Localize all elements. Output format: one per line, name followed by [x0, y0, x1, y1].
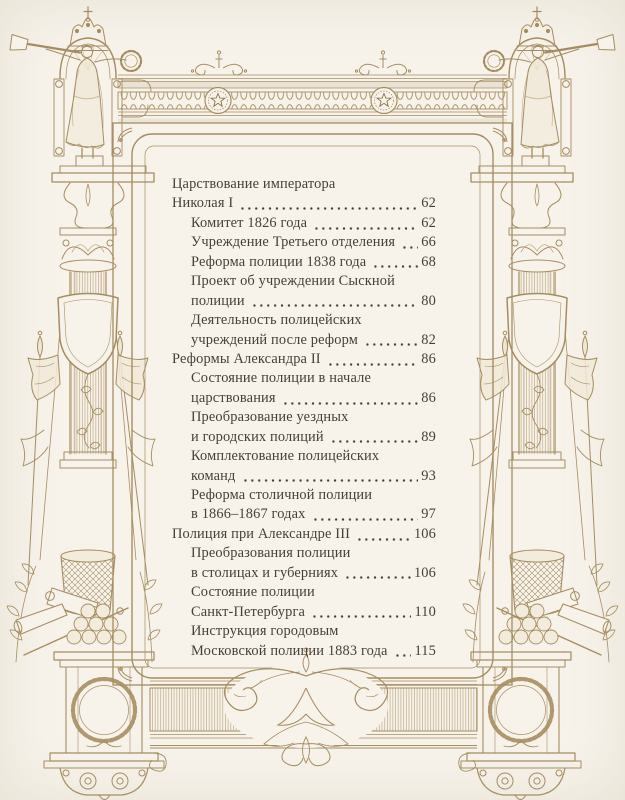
- toc-entry-text: Состояние полиции в начале: [191, 370, 371, 387]
- toc-row: [172, 584, 436, 603]
- toc-page-number: 66: [421, 234, 436, 251]
- toc-entry-text: Состояние полиции: [191, 584, 315, 601]
- toc-row: [172, 623, 436, 642]
- toc-row: [172, 448, 436, 467]
- toc-entry-text: в столицах и губерниях: [191, 564, 339, 581]
- toc-entry-text: Николая I: [172, 195, 234, 212]
- toc-dot-leader: [328, 429, 419, 448]
- toc-entry-text: Реформы Александра II: [172, 350, 321, 367]
- toc-entry-text: Комитет 1826 года: [191, 214, 308, 231]
- toc-row: [172, 429, 436, 448]
- toc-row: [172, 390, 436, 409]
- toc-entry-text: Деятельность полицейских: [191, 312, 362, 329]
- toc-row: [172, 195, 436, 214]
- toc-row: [172, 468, 436, 487]
- toc-page-number: 89: [421, 428, 436, 445]
- toc-row: [172, 293, 436, 312]
- toc-entry-text: Полиция при Александре III: [172, 525, 351, 542]
- toc-entry-text: команд: [191, 467, 236, 484]
- toc-entry-text: Проект об учреждении Сыскной: [191, 273, 395, 290]
- toc-dot-leader: [240, 468, 419, 487]
- toc-entry-text: Преобразование уездных: [191, 409, 349, 426]
- toc-dot-leader: [362, 332, 418, 351]
- toc-page-number: 80: [421, 292, 436, 309]
- toc-entry-text: учреждений после реформ: [191, 331, 358, 348]
- toc-dot-leader: [311, 215, 418, 234]
- toc-dot-leader: [399, 234, 418, 253]
- toc-row: [172, 565, 436, 584]
- toc-page-number: 106: [413, 564, 436, 581]
- bottom-ornament-band: [149, 648, 477, 771]
- toc-dot-leader: [342, 565, 411, 584]
- toc-entry-text: Реформа столичной полиции: [191, 487, 373, 503]
- toc-dot-leader: [325, 351, 419, 370]
- toc-row: [172, 506, 436, 525]
- toc-dot-leader: [237, 195, 418, 214]
- toc-page-number: 82: [421, 331, 436, 348]
- table-of-contents: [172, 176, 436, 662]
- toc-page-number: 106: [413, 525, 436, 542]
- toc-row: [172, 332, 436, 351]
- toc-dot-leader: [280, 390, 419, 409]
- toc-entry-text: Комплектование полицейских: [191, 448, 380, 465]
- toc-row: [172, 643, 436, 662]
- toc-row: [172, 545, 436, 564]
- toc-dot-leader: [249, 293, 419, 312]
- toc-row: [172, 604, 436, 623]
- toc-row: [172, 273, 436, 292]
- toc-entry-text: Инструкция городовым: [191, 623, 339, 640]
- toc-page-number: 86: [421, 389, 436, 406]
- toc-row: [172, 409, 436, 428]
- toc-dot-leader: [354, 526, 411, 545]
- toc-page-number: 68: [421, 253, 436, 270]
- toc-row: [172, 176, 436, 195]
- toc-entry-text: полиции: [191, 292, 245, 309]
- toc-row: [172, 370, 436, 389]
- toc-row: [172, 351, 436, 370]
- toc-page-number: 110: [414, 603, 436, 620]
- toc-dot-leader: [370, 254, 418, 273]
- toc-page-number: 115: [414, 642, 436, 659]
- toc-row: [172, 487, 436, 506]
- toc-page-number: 62: [421, 195, 436, 212]
- toc-row: [172, 234, 436, 253]
- toc-page-number: 86: [421, 350, 436, 367]
- toc-dot-leader: [310, 506, 419, 525]
- toc-entry-text: Царствование императора: [172, 176, 336, 192]
- toc-entry-text: Преобразования полиции: [191, 545, 351, 562]
- toc-entry-text: Санкт-Петербурга: [191, 603, 306, 620]
- toc-row: [172, 312, 436, 331]
- toc-dot-leader: [309, 604, 411, 623]
- toc-row: [172, 526, 436, 545]
- toc-entry-text: царствования: [191, 389, 276, 406]
- toc-entry-text: Московской полиции 1883 года: [191, 642, 388, 659]
- toc-entry-text: и городских полиций: [191, 428, 324, 445]
- toc-page-number: 62: [421, 214, 436, 231]
- toc-entry-text: Реформа полиции 1838 года: [191, 253, 367, 270]
- right-column-ornament: [461, 7, 618, 800]
- toc-page-number: 93: [421, 467, 436, 484]
- left-column-ornament: [7, 7, 164, 800]
- toc-entry-text: в 1866–1867 годах: [191, 506, 306, 523]
- toc-entry-text: Учреждение Третьего отделения: [191, 234, 396, 251]
- toc-page-number: 97: [421, 506, 436, 523]
- top-ornament-band: [118, 51, 507, 123]
- toc-row: [172, 215, 436, 234]
- toc-dot-leader: [392, 643, 412, 662]
- toc-row: [172, 254, 436, 273]
